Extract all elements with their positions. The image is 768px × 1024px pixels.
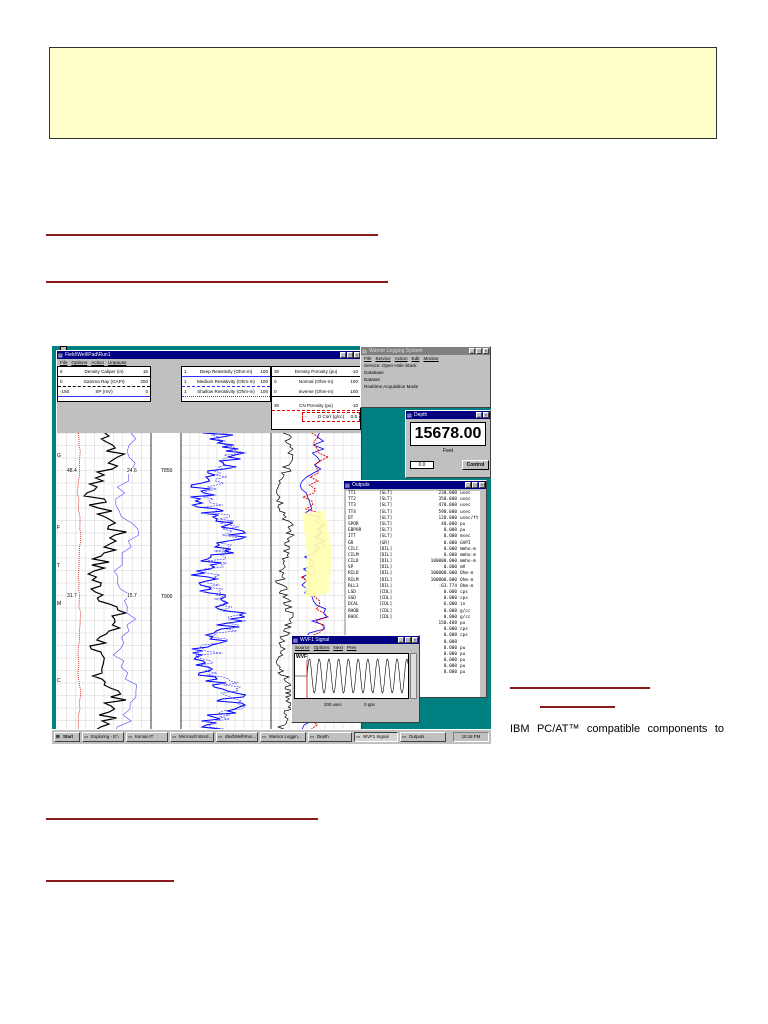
app-icon: ▭ xyxy=(128,734,133,739)
output-unit: usec/ft xyxy=(460,515,479,521)
output-mnemonic: LSD xyxy=(348,590,356,595)
output-value: 0.000 xyxy=(443,546,457,552)
output-mnemonic: TT3 xyxy=(348,503,356,509)
app-icon: ▭ xyxy=(310,734,315,739)
track3-curve-dporosity: 30 Density Porosity (pu) -10 xyxy=(272,368,360,377)
app-icon: ▤ xyxy=(362,349,367,355)
track3-curve-dcorr: - D Corr (g/cc) 0.5 xyxy=(302,412,360,422)
output-value: 0.000 xyxy=(443,645,457,651)
output-value: 0.000 xyxy=(443,614,457,620)
output-value: 0.000 xyxy=(443,639,457,645)
wvf-signal-window xyxy=(291,635,420,723)
output-value: 0.000 xyxy=(443,670,457,676)
maximize-icon[interactable]: □ xyxy=(477,348,481,353)
output-tool: [DIL] xyxy=(379,577,393,583)
taskbar-item-run[interactable]: ▭ dted\Well\Run... xyxy=(216,732,258,742)
dataset-item[interactable]: Dataset xyxy=(364,377,380,382)
medium-resistivity-curve xyxy=(197,433,247,735)
logging-system-titlebar[interactable] xyxy=(361,347,490,355)
menu-unpause[interactable]: Unpause xyxy=(108,360,127,365)
output-value: 590.000 xyxy=(438,509,457,515)
heading-rule-1 xyxy=(46,234,378,236)
output-tool: [GR] xyxy=(379,540,390,546)
output-mnemonic: CILD xyxy=(348,559,359,565)
waveform-scrollbar[interactable] xyxy=(410,653,417,699)
logging-system-window xyxy=(360,346,491,408)
output-value: 0.000 xyxy=(443,633,457,639)
depth-title: Depth xyxy=(414,412,428,418)
output-unit: Ohm-m xyxy=(460,571,474,577)
output-mnemonic: DT xyxy=(348,515,354,521)
output-tool: [CDL] xyxy=(379,590,393,595)
control-button[interactable]: Control xyxy=(462,460,489,470)
track3-curve-cnporosity: 30 CN Porosity (pu) -10 xyxy=(272,402,360,411)
output-tool: [SLT] xyxy=(379,497,393,503)
app-icon: ▤ xyxy=(293,638,298,644)
output-unit: GAPI xyxy=(460,540,471,546)
output-tool: [CDL] xyxy=(379,596,393,602)
waveform-curve xyxy=(295,654,408,698)
wvf-title: WVF1 Signal xyxy=(300,637,330,643)
depth-window xyxy=(405,410,491,478)
acquisition-mode-item[interactable]: Realtime Acquisition Mode xyxy=(364,384,419,389)
output-tool: [SLT] xyxy=(379,515,393,521)
output-value: 0.000 xyxy=(443,590,457,595)
output-tool: [DIL] xyxy=(379,546,393,552)
waveform-plot xyxy=(294,653,409,699)
output-unit: pu xyxy=(460,521,466,527)
output-unit: usec xyxy=(460,509,471,515)
margin-mark: T xyxy=(57,563,61,569)
output-value: 350.000 xyxy=(438,497,457,503)
heading-rule-5 xyxy=(46,818,318,820)
log-plot-menubar xyxy=(57,359,361,366)
maximize-icon[interactable]: □ xyxy=(406,637,410,642)
output-value: 150.488 xyxy=(438,620,457,626)
output-unit: usec xyxy=(460,491,471,496)
track1-curve-sp: -150 SP (mV) 0 xyxy=(58,388,150,397)
depth-track xyxy=(151,433,181,735)
output-unit: msec xyxy=(460,534,471,540)
service-item[interactable]: Service: Open Hole Stack xyxy=(364,363,417,368)
output-unit: pu xyxy=(460,620,466,626)
heading-rule-6 xyxy=(46,880,174,882)
output-value: 0.000 xyxy=(443,608,457,614)
minimize-icon[interactable]: _ xyxy=(466,482,470,487)
wvf-menubar xyxy=(292,644,419,651)
output-unit: g/cc xyxy=(460,614,471,620)
wvf-titlebar[interactable] xyxy=(292,636,419,644)
output-unit: pu xyxy=(460,658,466,664)
menu-file[interactable]: File xyxy=(60,360,68,365)
output-mnemonic: ITT xyxy=(348,534,356,540)
output-value: 470.000 xyxy=(438,503,457,509)
taskbar-item-word[interactable]: ▭ Microsoft Word... xyxy=(170,732,214,742)
outputs-titlebar[interactable] xyxy=(344,481,486,489)
logging-system-menubar xyxy=(361,355,490,362)
output-tool: [CDL] xyxy=(379,614,393,620)
output-mnemonic: TT4 xyxy=(348,509,356,515)
taskbar-item-exploring[interactable]: ▭ Exploring - E:\ xyxy=(82,732,124,742)
taskbar-item-wvf[interactable]: ▭ WVF1 Signal xyxy=(354,732,398,742)
track2-curve-medium: 1 Medium Resistivity (Ohm-m) 100 xyxy=(182,378,270,387)
database-item[interactable]: Database xyxy=(364,370,384,375)
crossover-shading xyxy=(302,511,332,598)
output-value: 120.000 xyxy=(438,515,457,521)
heading-rule-3 xyxy=(510,687,650,689)
menu-monitor[interactable]: Monitor xyxy=(423,356,439,361)
track1-header xyxy=(57,366,151,402)
menu-options[interactable]: Options xyxy=(313,645,330,650)
track2-header xyxy=(181,366,271,402)
desktop xyxy=(52,346,491,744)
output-mnemonic: RLL3 xyxy=(348,583,359,589)
app-icon: ▤ xyxy=(58,353,63,359)
maximize-icon[interactable]: □ xyxy=(348,352,352,357)
output-value: 0.000 xyxy=(443,658,457,664)
output-tool: [SLT] xyxy=(379,491,393,496)
track2-curve-shallow: 1 Shallow Resistivity (Ohm-m) 100 xyxy=(182,388,270,397)
track3-header xyxy=(271,366,361,430)
curve-value-label: 48.4 xyxy=(67,468,77,474)
margin-mark: M xyxy=(57,601,62,607)
output-value: 230.000 xyxy=(438,491,457,496)
margin-mark: C xyxy=(57,678,61,684)
output-mnemonic: RHOC xyxy=(348,614,359,620)
output-tool: [SLT] xyxy=(379,521,393,527)
output-value: 100000.000 xyxy=(430,571,457,577)
output-unit: Ohm-m xyxy=(460,577,474,583)
minimize-icon[interactable]: _ xyxy=(470,348,474,353)
output-value: 0.000 xyxy=(443,565,457,571)
minimize-icon[interactable]: _ xyxy=(341,352,345,357)
output-tool: [DIL] xyxy=(379,552,393,558)
output-tool: [SLT] xyxy=(379,534,393,540)
taskbar-item-outputs[interactable]: ▭ Outputs xyxy=(400,732,446,742)
output-mnemonic: GR xyxy=(348,540,354,546)
output-unit: in xyxy=(460,602,466,608)
depth-label-850: T850 xyxy=(161,468,173,474)
output-tool: [SLT] xyxy=(379,528,393,534)
output-unit: mmho-m xyxy=(460,559,476,565)
output-value: 0.000 xyxy=(443,528,457,534)
margin-mark: F xyxy=(57,525,61,531)
output-value: 0.000 xyxy=(443,540,457,546)
minimize-icon[interactable]: _ xyxy=(477,412,481,417)
output-unit: mmho-m xyxy=(460,546,476,552)
output-value: -63.774 xyxy=(438,583,457,589)
output-tool: [DIL] xyxy=(379,583,393,589)
depth-titlebar[interactable] xyxy=(406,411,490,419)
depth-label-900: T900 xyxy=(161,594,173,600)
output-unit: pu xyxy=(460,664,466,670)
waveform-trace xyxy=(295,659,408,693)
menu-prev[interactable]: Prev xyxy=(346,645,357,650)
output-unit: g/cc xyxy=(460,608,471,614)
output-unit: mmho-m xyxy=(460,552,476,558)
output-mnemonic: CILC xyxy=(348,546,359,552)
output-tool: [DIL] xyxy=(379,559,393,565)
track2-curve-deep: 1 Deep Resistivity (Ohm-m) 100 xyxy=(182,368,270,377)
output-unit: cps xyxy=(460,627,468,633)
curve-value-label: 15.7 xyxy=(127,593,137,599)
close-icon[interactable]: × xyxy=(480,482,484,487)
app-icon: ▭ xyxy=(262,734,267,739)
output-tool: [DIL] xyxy=(379,565,393,571)
output-unit: pu xyxy=(460,651,466,657)
output-mnemonic: DCAL xyxy=(348,602,359,608)
output-unit: mV xyxy=(460,565,466,571)
output-unit: cps xyxy=(460,633,468,639)
menu-source[interactable]: Source xyxy=(295,645,310,650)
output-tool: [CDL] xyxy=(379,602,393,608)
log-plot-titlebar[interactable] xyxy=(57,351,361,359)
output-value: 0.000 xyxy=(443,664,457,670)
output-mnemonic: SP xyxy=(348,565,354,571)
word-icon: ▭ xyxy=(172,734,177,739)
menu-edit[interactable]: Edit xyxy=(411,356,420,361)
taskbar xyxy=(52,729,491,744)
heading-rule-2 xyxy=(46,281,388,283)
output-tool: [SLT] xyxy=(379,503,393,509)
output-value: 0.000 xyxy=(443,534,457,540)
taskbar-item-kumar[interactable]: ▭ Kumar-IT xyxy=(126,732,168,742)
app-icon: ▭ xyxy=(356,734,361,739)
menu-action[interactable]: Action xyxy=(91,360,105,365)
taskbar-clock: 10:18 PM xyxy=(453,732,489,742)
margin-mark: G xyxy=(57,453,61,459)
yellow-banner xyxy=(49,47,717,139)
menu-file[interactable]: File xyxy=(364,356,372,361)
output-mnemonic: SSD xyxy=(348,596,356,602)
output-mnemonic: EBPOR xyxy=(348,528,362,534)
curve-value-label: 31.7 xyxy=(67,593,77,599)
output-tool: [CDL] xyxy=(379,608,393,614)
track3-curve-normal: 0 Normal (Ohm-m) 100 xyxy=(274,379,358,384)
track1-curve-caliper: 6 Density Caliper (in) 16 xyxy=(58,368,150,377)
output-mnemonic: CILM xyxy=(348,552,359,558)
minimize-icon[interactable]: _ xyxy=(399,637,403,642)
windows-logo-icon: ⊞ xyxy=(56,734,60,739)
menu-options[interactable]: Options xyxy=(71,360,88,365)
app-icon: ▤ xyxy=(345,483,350,489)
close-icon[interactable]: × xyxy=(413,637,417,642)
output-mnemonic: TT2 xyxy=(348,497,356,503)
heading-rule-4 xyxy=(540,706,615,708)
output-unit: usec xyxy=(460,503,471,509)
output-unit: usec xyxy=(460,497,471,503)
output-mnemonic: RILD xyxy=(348,571,359,577)
output-value: 0.000 xyxy=(443,596,457,602)
taskbar-item-warrior[interactable]: ▭ Warrior Loggin... xyxy=(260,732,306,742)
track1-curve-gamma: 0 Gamma Ray (GAPI) 200 xyxy=(58,378,150,387)
output-mnemonic: RILM xyxy=(348,577,359,583)
output-unit: cps xyxy=(460,596,468,602)
curve-value-label: 24.6 xyxy=(127,468,137,474)
menu-service[interactable]: Service xyxy=(375,356,391,361)
output-value: 100000.000 xyxy=(430,577,457,583)
track3-curve-inverse: 0 Inverse (Ohm-m) 100 xyxy=(272,388,360,397)
output-value: 0.000 xyxy=(443,627,457,633)
close-icon[interactable]: × xyxy=(355,352,359,357)
logging-system-title: Warrior Logging System xyxy=(369,348,423,354)
waveform-axis-left: 200 usec xyxy=(324,702,342,707)
close-icon[interactable]: × xyxy=(484,348,488,353)
output-unit: pu xyxy=(460,645,466,651)
output-unit: pu xyxy=(460,528,466,534)
output-value: 100000.000 xyxy=(430,559,457,565)
close-icon[interactable]: × xyxy=(484,412,488,417)
depth-units: Feet xyxy=(442,448,453,454)
app-icon: ▭ xyxy=(402,734,407,739)
folder-icon: ▭ xyxy=(84,734,89,739)
output-mnemonic: RHOB xyxy=(348,608,359,614)
output-unit: pu xyxy=(460,670,466,676)
output-value: 0.000 xyxy=(443,552,457,558)
output-unit: Ohm-m xyxy=(460,583,474,589)
output-tool: [DIL] xyxy=(379,571,393,577)
menu-action[interactable]: Action xyxy=(394,356,408,361)
output-mnemonic: TT1 xyxy=(348,491,356,496)
output-value: 6.000 xyxy=(443,602,457,608)
waveform-axis-right: 0 pps xyxy=(364,702,375,707)
output-mnemonic: SPOR xyxy=(348,521,359,527)
output-value: 40.000 xyxy=(441,521,457,527)
app-icon: ▭ xyxy=(218,734,223,739)
start-button[interactable]: ⊞ Start xyxy=(54,732,80,742)
output-value: 0.000 xyxy=(443,651,457,657)
menu-next[interactable]: Next xyxy=(333,645,343,650)
output-tool: [SLT] xyxy=(379,509,393,515)
app-icon: ▤ xyxy=(407,413,412,419)
taskbar-item-depth[interactable]: ▭ Depth xyxy=(308,732,352,742)
log-plot-title: Field\Well\Pad\Run1 xyxy=(65,352,111,358)
output-unit: cps xyxy=(460,590,468,595)
caption-text: IBM PC/AT™ compatible components to xyxy=(510,723,724,735)
depth-readout: 15678.00 xyxy=(410,422,486,446)
outputs-title: Outputs xyxy=(352,482,370,488)
maximize-icon[interactable]: □ xyxy=(473,482,477,487)
depth-offset-field[interactable]: 0.0 xyxy=(410,461,434,469)
waveform-label: WVF xyxy=(296,654,308,660)
